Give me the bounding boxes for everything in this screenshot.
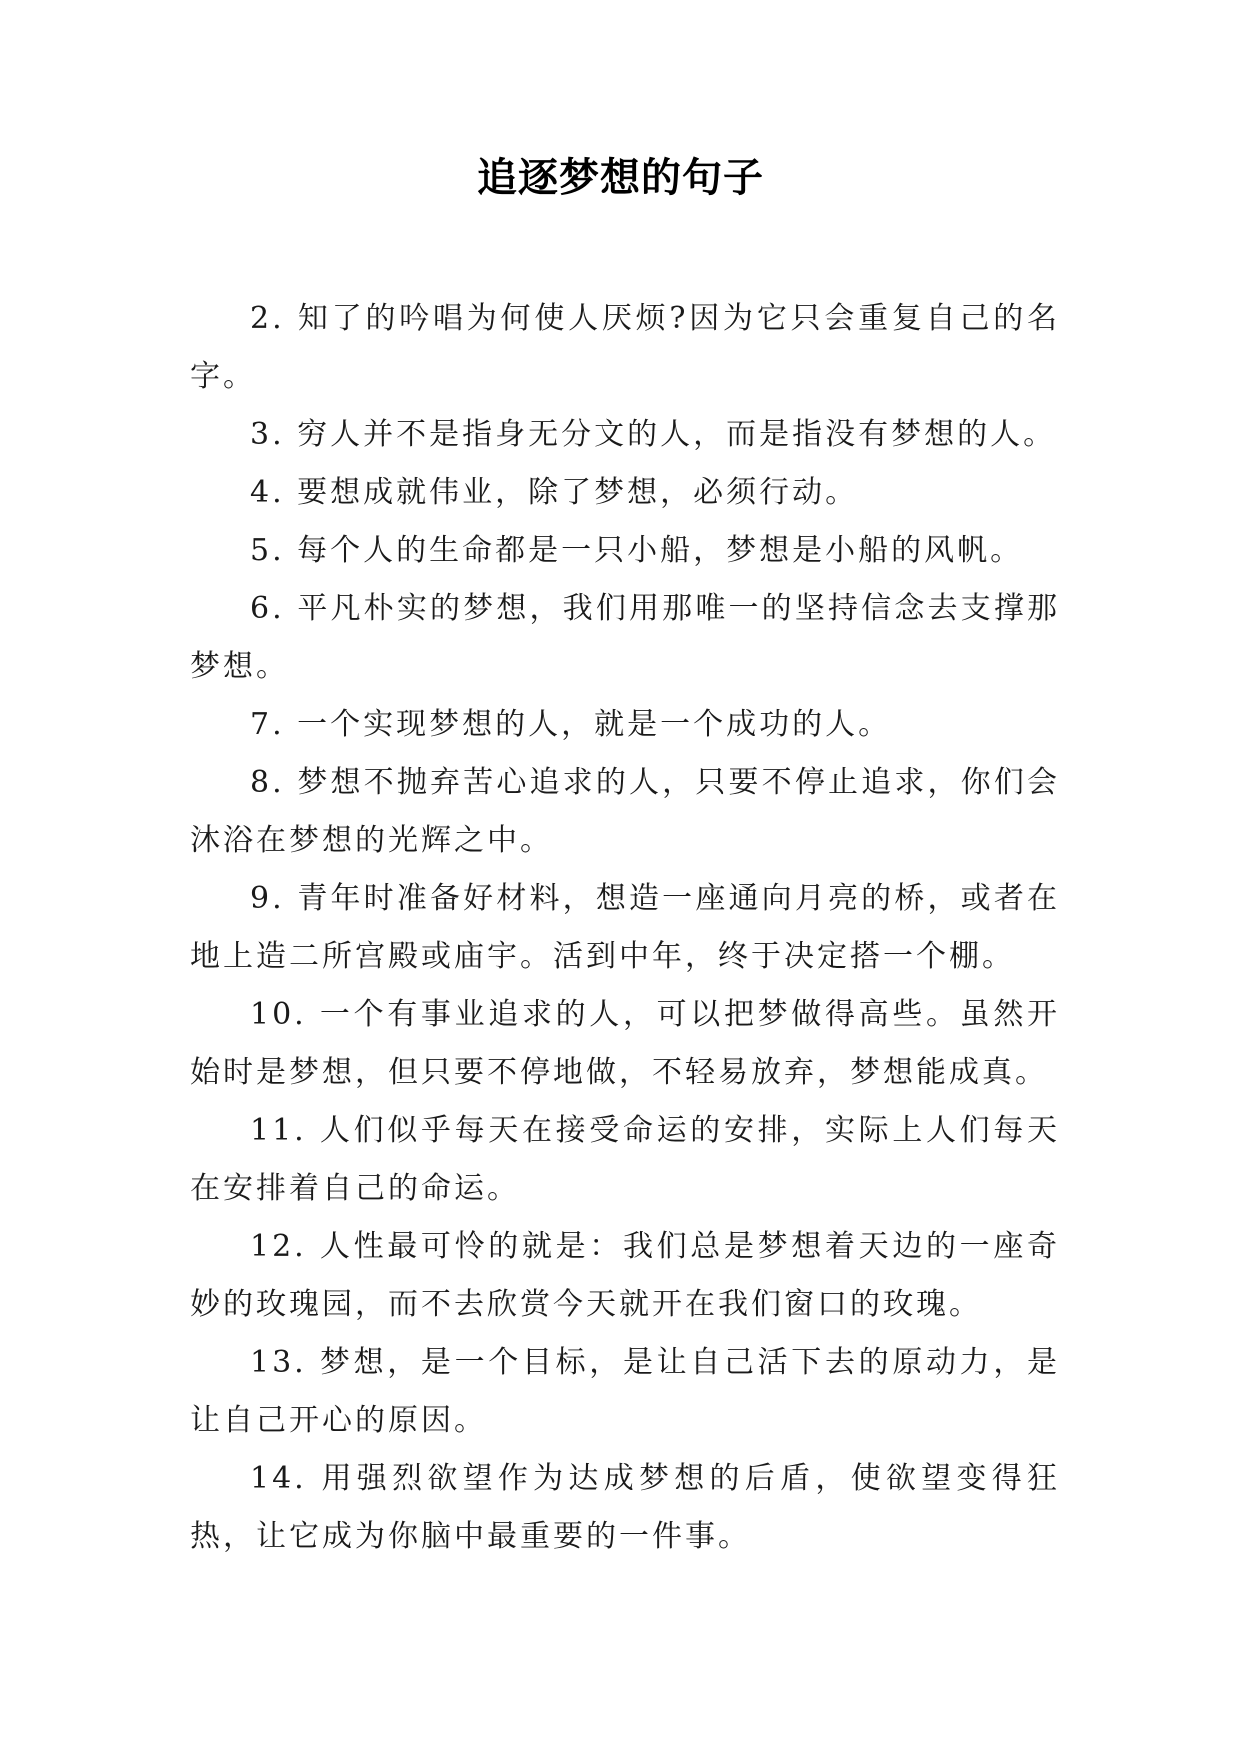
paragraph: 3. 穷人并不是指身无分文的人，而是指没有梦想的人。 xyxy=(250,417,1057,452)
document-title: 追逐梦想的句子 xyxy=(477,155,764,201)
paragraph: 6. 平凡朴实的梦想，我们用那唯一的坚持信念去支撑那梦想。 xyxy=(190,591,1060,684)
paragraph: 8. 梦想不抛弃苦心追求的人，只要不停止追求，你们会沐浴在梦想的光辉之中。 xyxy=(190,765,1060,858)
paragraph: 2. 知了的吟唱为何使人厌烦?因为它只会重复自己的名字。 xyxy=(190,301,1060,394)
paragraph: 5. 每个人的生命都是一只小船，梦想是小船的风帆。 xyxy=(250,533,1024,568)
paragraph: 14. 用强烈欲望作为达成梦想的后盾，使欲望变得狂热，让它成为你脑中最重要的一件事。 xyxy=(190,1461,1060,1554)
paragraph: 4. 要想成就伟业，除了梦想，必须行动。 xyxy=(250,475,859,510)
document-body xyxy=(190,290,1060,1566)
paragraph: 7. 一个实现梦想的人，就是一个成功的人。 xyxy=(250,707,892,742)
paragraph: 9. 青年时准备好材料，想造一座通向月亮的桥，或者在地上造二所宫殿或庙宇。活到中年，终于决定搭一个棚。 xyxy=(190,881,1060,974)
paragraph: 10. 一个有事业追求的人，可以把梦做得高些。虽然开始时是梦想，但只要不停地做，不轻易放弃，梦想能成真。 xyxy=(190,997,1060,1090)
paragraph: 11. 人们似乎每天在接受命运的安排，实际上人们每天在安排着自己的命运。 xyxy=(190,1113,1060,1206)
paragraph: 13. 梦想，是一个目标，是让自己活下去的原动力，是让自己开心的原因。 xyxy=(190,1345,1060,1438)
paragraph: 12. 人性最可怜的就是：我们总是梦想着天边的一座奇妙的玫瑰园，而不去欣赏今天就开在我们窗口的玫瑰。 xyxy=(190,1229,1060,1322)
